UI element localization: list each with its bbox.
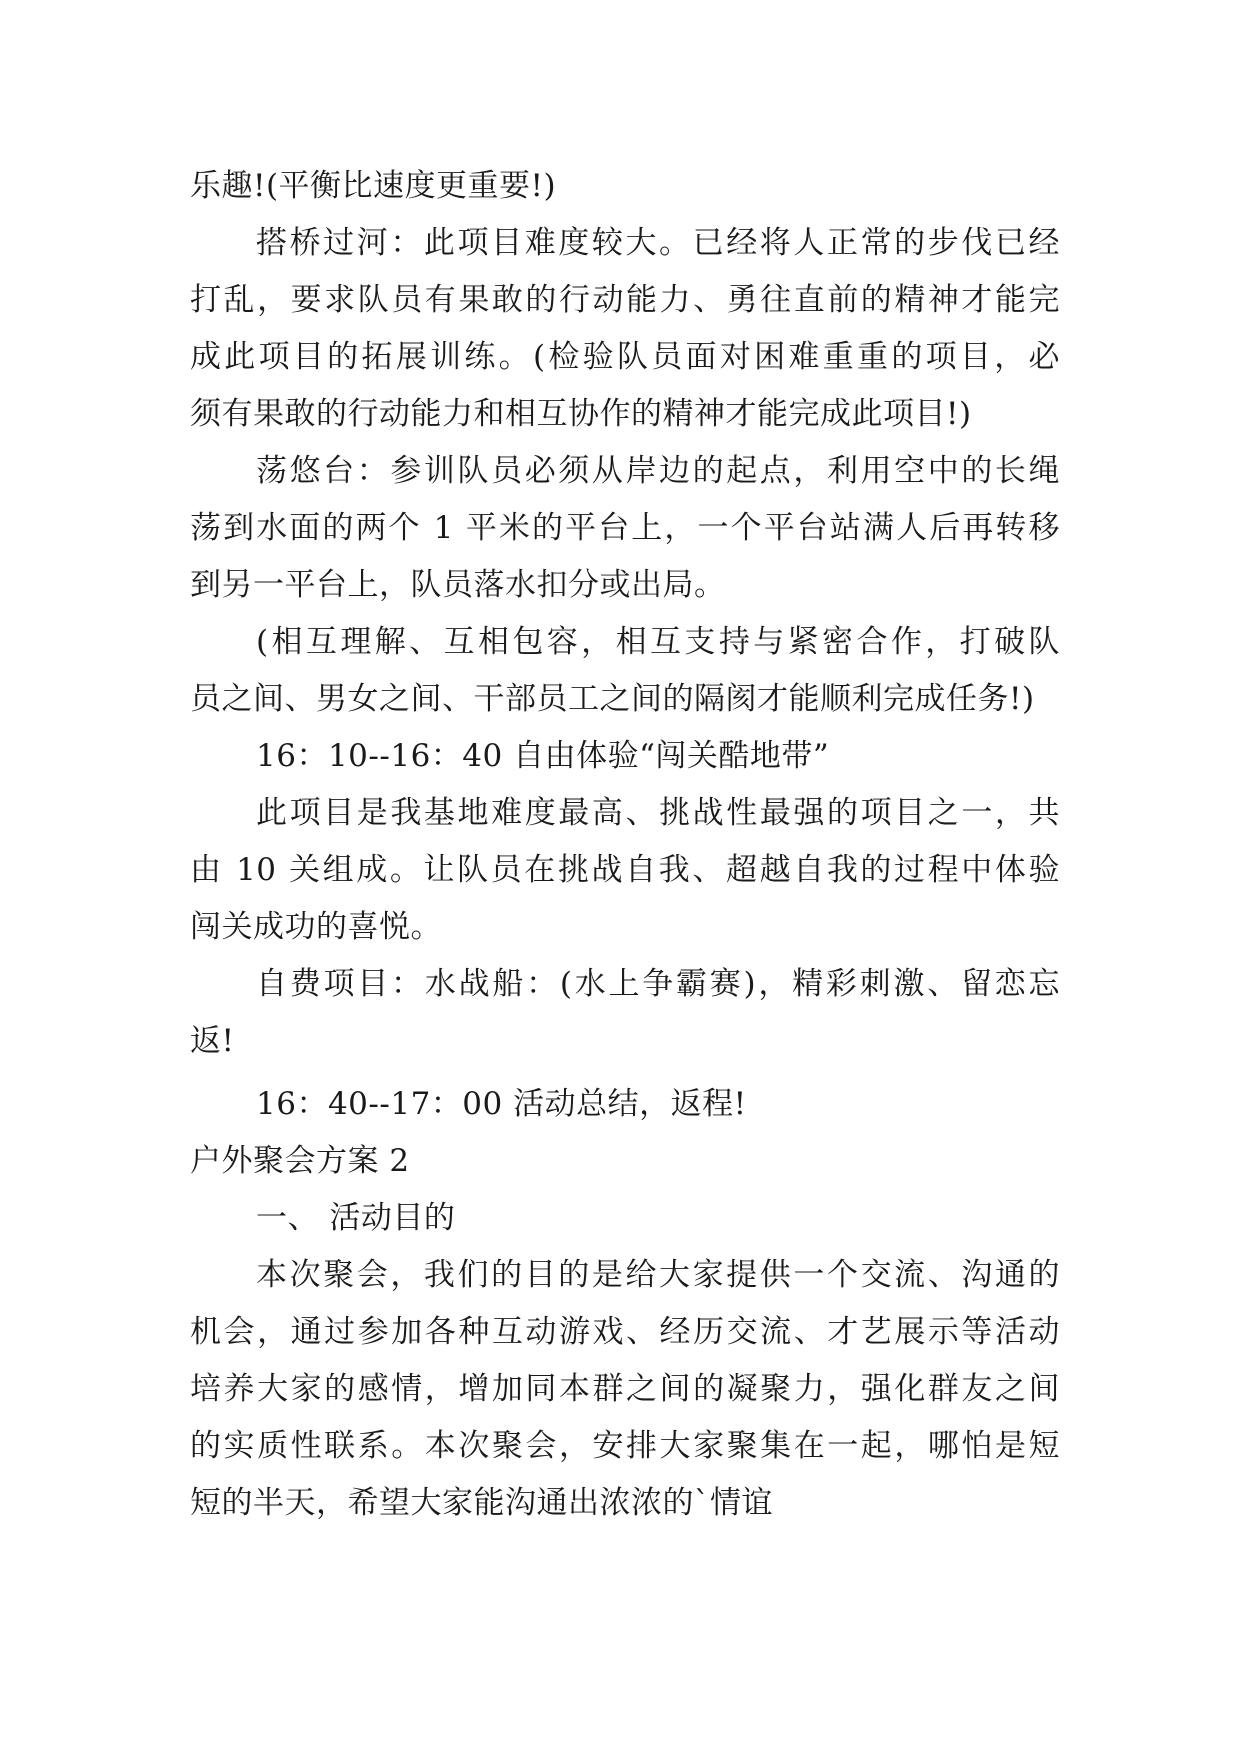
paragraph-line: 打乱，要求队员有果敢的行动能力、勇往直前的精神才能完	[190, 282, 1060, 318]
paragraph-line: 的实质性联系。本次聚会，安排大家聚集在一起，哪怕是短	[190, 1428, 1060, 1464]
schedule-time-line: 16：10--16：40 自由体验“闯关酷地带”	[256, 738, 830, 774]
subsection-heading: 一、 活动目的	[256, 1200, 456, 1236]
document-body	[190, 158, 1060, 1532]
paragraph-line: 员之间、男女之间、干部员工之间的隔阂才能顺利完成任务!)	[190, 681, 1035, 717]
paragraph-line: 自费项目：水战船：(水上争霸赛)，精彩刺激、留恋忘	[256, 966, 1060, 1002]
paragraph-line: 成此项目的拓展训练。(检验队员面对困难重重的项目，必	[190, 339, 1060, 375]
paragraph-line: 到另一平台上，队员落水扣分或出局。	[190, 567, 726, 603]
paragraph-line: 本次聚会，我们的目的是给大家提供一个交流、沟通的	[256, 1257, 1060, 1293]
paragraph-line: 荡到水面的两个 1 平米的平台上，一个平台站满人后再转移	[190, 510, 1060, 546]
paragraph-line: 机会，通过参加各种互动游戏、经历交流、才艺展示等活动	[190, 1314, 1060, 1350]
paragraph-line: 短的半天，希望大家能沟通出浓浓的`情谊	[190, 1485, 773, 1521]
schedule-time-line: 16：40--17：00 活动总结，返程!	[256, 1086, 747, 1122]
paragraph-line: 返!	[190, 1023, 235, 1059]
paragraph-line: 乐趣!(平衡比速度更重要!)	[190, 168, 557, 204]
paragraph-line: 荡悠台：参训队员必须从岸边的起点，利用空中的长绳	[256, 453, 1060, 489]
paragraph-line: 须有果敢的行动能力和相互协作的精神才能完成此项目!)	[190, 396, 972, 432]
paragraph-line: 闯关成功的喜悦。	[190, 909, 442, 945]
paragraph-line: (相互理解、互相包容，相互支持与紧密合作，打破队	[256, 624, 1060, 660]
paragraph-line: 此项目是我基地难度最高、挑战性最强的项目之一，共	[256, 795, 1060, 831]
section-heading: 户外聚会方案 2	[190, 1143, 410, 1179]
paragraph-line: 培养大家的感情，增加同本群之间的凝聚力，强化群友之间	[190, 1371, 1060, 1407]
paragraph-line: 由 10 关组成。让队员在挑战自我、超越自我的过程中体验	[190, 852, 1060, 888]
paragraph-line: 搭桥过河：此项目难度较大。已经将人正常的步伐已经	[256, 225, 1060, 261]
